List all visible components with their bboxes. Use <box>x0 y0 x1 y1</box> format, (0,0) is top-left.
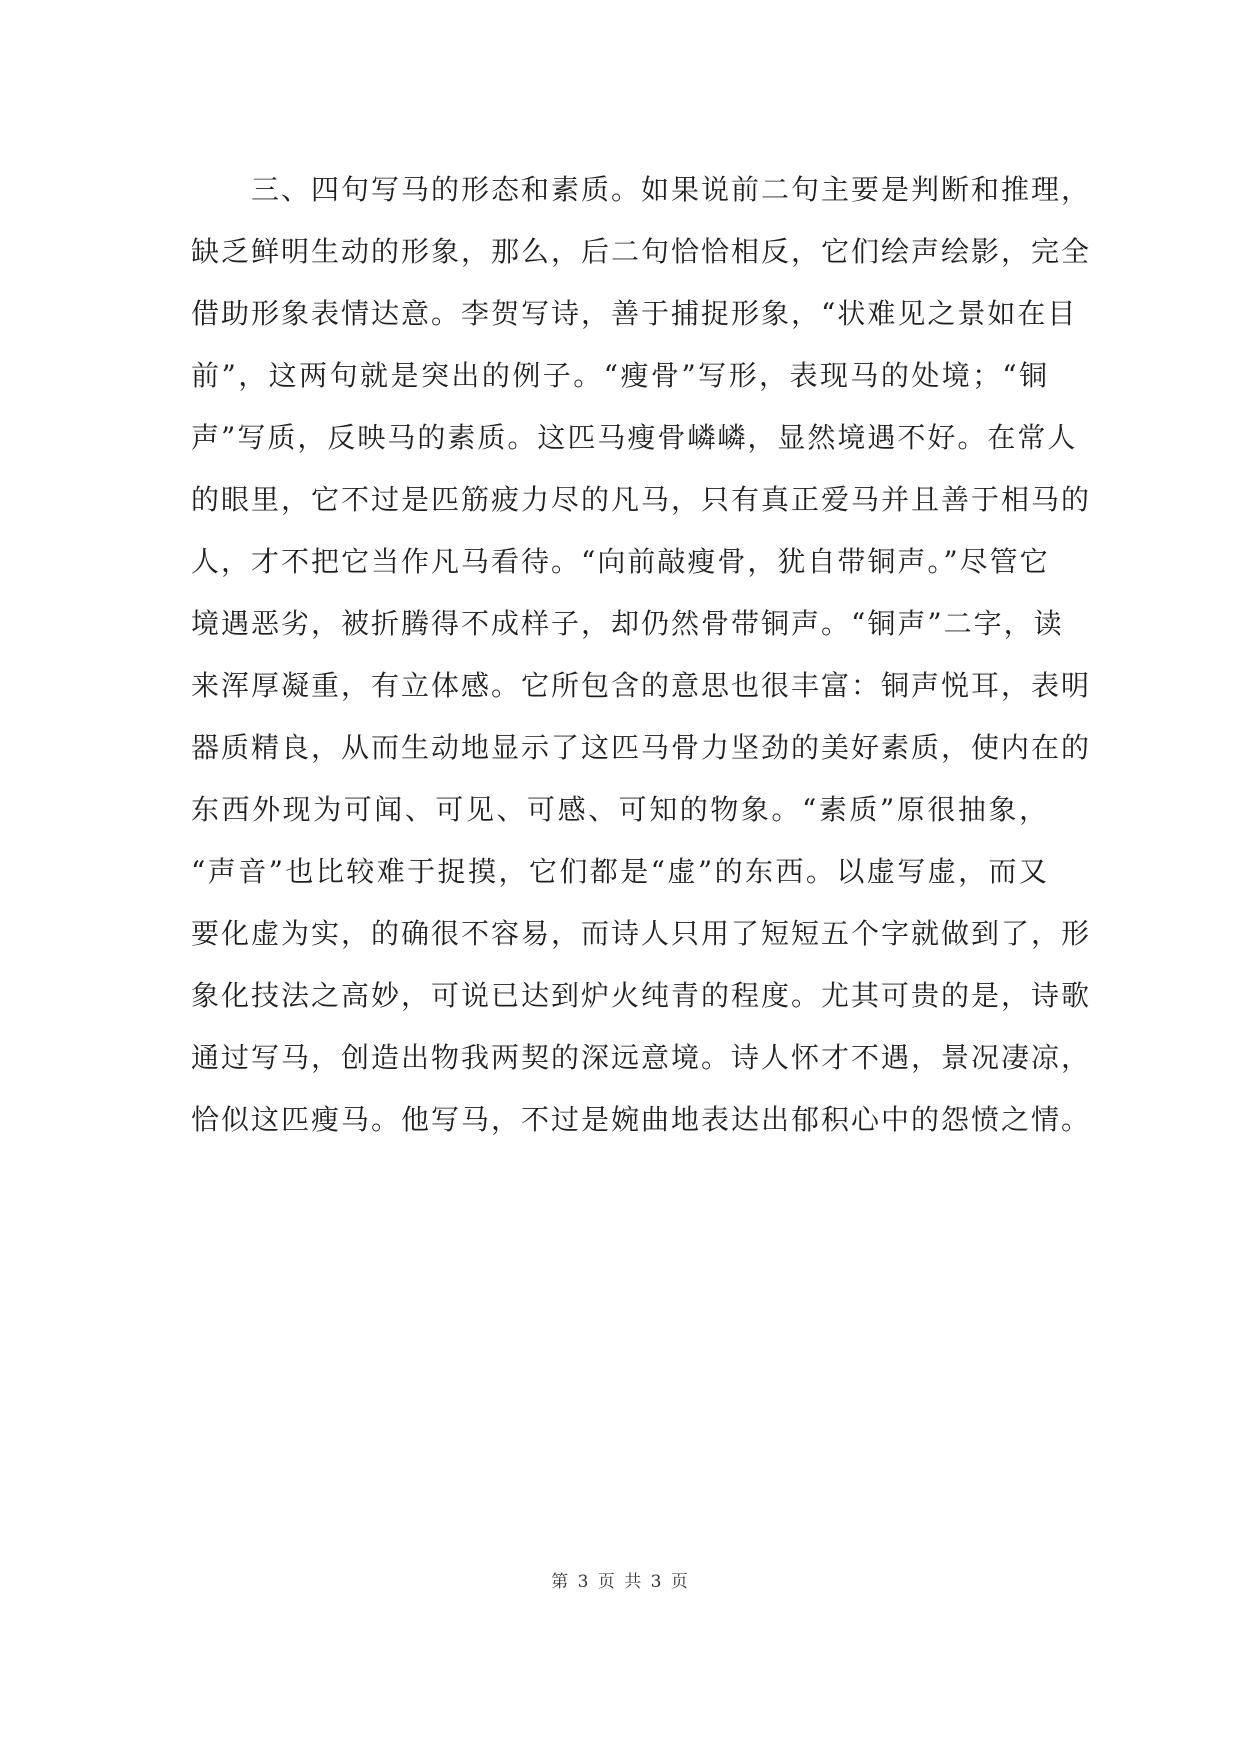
body-paragraph <box>191 159 1092 1151</box>
paragraph-line: 东西外现为可闻、可见、可感、可知的物象。“素质”原很抽象， <box>191 793 1049 826</box>
paragraph-line: 象化技法之高妙，可说已达到炉火纯青的程度。尤其可贵的是，诗歌 <box>191 979 1092 1012</box>
paragraph-line: “声音”也比较难于捉摸，它们都是“虚”的东西。以虚写虚，而又 <box>191 855 1049 888</box>
paragraph-line: 的眼里，它不过是匹筋疲力尽的凡马，只有真正爱马并且善于相马的 <box>191 483 1092 516</box>
paragraph-line: 境遇恶劣，被折腾得不成样子，却仍然骨带铜声。“铜声”二字，读 <box>191 607 1064 640</box>
page-number-footer: 第 3 页 共 3 页 <box>551 1572 690 1592</box>
paragraph-line: 恰似这匹瘦马。他写马，不过是婉曲地表达出郁积心中的怨愤之情。 <box>191 1103 1092 1136</box>
paragraph-line: 来浑厚凝重，有立体感。它所包含的意思也很丰富：铜声悦耳，表明 <box>191 669 1092 702</box>
paragraph-line: 器质精良，从而生动地显示了这匹马骨力坚劲的美好素质，使内在的 <box>191 731 1092 764</box>
paragraph-line: 前”，这两句就是突出的例子。“瘦骨”写形，表现马的处境；“铜 <box>191 359 1049 392</box>
paragraph-line: 要化虚为实，的确很不容易，而诗人只用了短短五个字就做到了，形 <box>191 917 1092 950</box>
paragraph-line: 通过写马，创造出物我两契的深远意境。诗人怀才不遇，景况凄凉， <box>191 1041 1092 1074</box>
paragraph-line: 人，才不把它当作凡马看待。“向前敲瘦骨，犹自带铜声。”尽管它 <box>191 545 1050 578</box>
paragraph-line: 缺乏鲜明生动的形象，那么，后二句恰恰相反，它们绘声绘影，完全 <box>191 235 1092 268</box>
paragraph-line: 借助形象表情达意。李贺写诗，善于捕捉形象，“状难见之景如在目 <box>191 297 1078 330</box>
paragraph-line: 声”写质，反映马的素质。这匹马瘦骨嶙嶙，显然境遇不好。在常人 <box>191 421 1078 454</box>
paragraph-line: 三、四句写马的形态和素质。如果说前二句主要是判断和推理， <box>251 173 1092 206</box>
